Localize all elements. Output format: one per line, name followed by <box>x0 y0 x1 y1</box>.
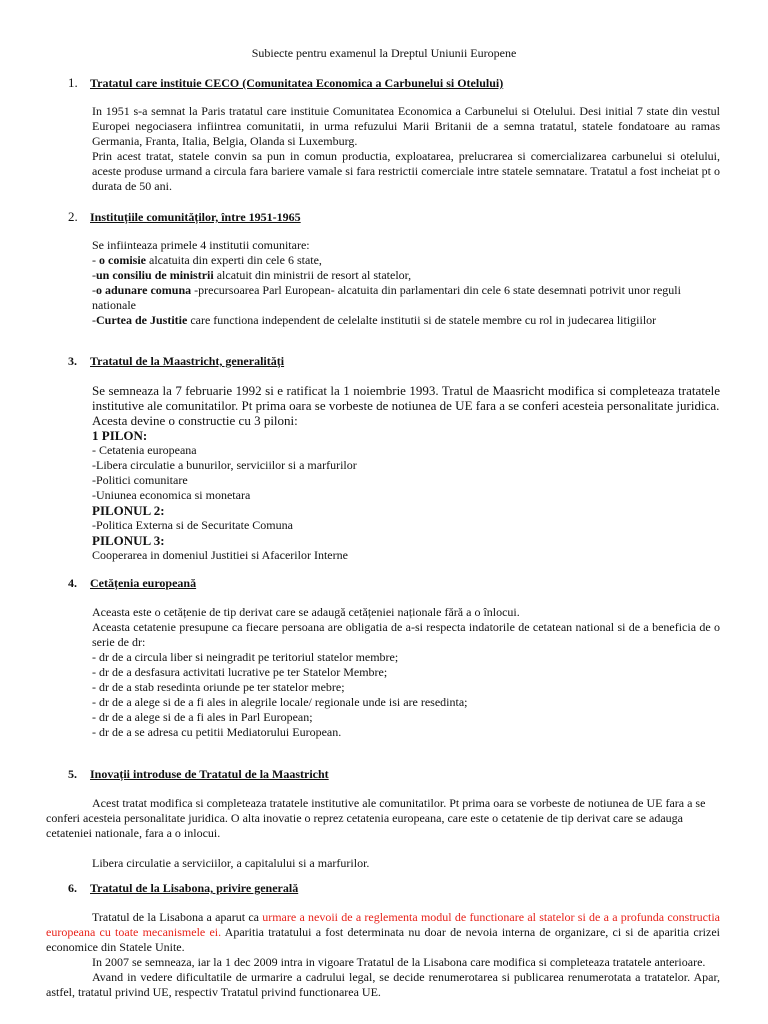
section-1-paragraph-1: In 1951 s-a semnat la Paris tratatul care instituie Comunitatea Economica a Carbunelui si Otelului. Desi initial 7 state din vestul Europei negociasera infiintrea comunitatii, in urma refuzului Marii Britanii de a semna tratatul, statele fondatoare au ramas Germania, Franta, Italia, Belgia, Olanda si Luxemburg. <box>92 104 720 148</box>
section-2-body <box>92 238 720 328</box>
section-3-paragraph-2: Acesta devine o constructie cu 3 piloni: <box>92 413 298 428</box>
section-1-title: Tratatul care instituie CECO (Comunitatea Economica a Carbunelui si Otelului) <box>90 76 504 90</box>
section-2-intro: Se infiinteaza primele 4 institutii comunitare: <box>92 238 310 252</box>
section-5-title: Inovații introduse de Tratatul de la Maastricht <box>90 767 329 781</box>
list-item: - dr de a desfasura activitati lucrative pe ter Statelor Membre; <box>92 665 388 679</box>
list-item: -un consiliu de ministrii alcatuit din ministrii de resort al statelor, <box>92 268 412 282</box>
section-4-number: 4. <box>68 576 77 590</box>
list-item: - dr de a alege si de a fi ales in Parl European; <box>92 710 313 724</box>
highlighted-text: urmare a nevoii de a reglementa modul de functionare al statelor si de a a profunda constructia europeana cu toate mecanismele ei. <box>46 910 720 939</box>
section-2-heading <box>68 209 301 225</box>
list-item: -Uniunea economica si monetara <box>92 488 251 502</box>
list-item: - dr de a circula liber si neingradit pe teritoriul statelor membre; <box>92 650 399 664</box>
pilon-2-text: -Politica Externa si de Securitate Comuna <box>92 518 293 532</box>
list-item: - Cetatenia europeana <box>92 443 197 457</box>
section-4-paragraph-1: Aceasta este o cetățenie de tip derivat care se adaugă cetățeniei naționale fără a o înlocui. <box>92 605 520 619</box>
section-4-body <box>92 605 720 740</box>
pilon-3-text: Cooperarea in domeniul Justitiei si Afacerilor Interne <box>92 548 348 562</box>
section-5-heading <box>68 767 329 782</box>
section-2-number: 2. <box>68 209 78 224</box>
section-4-paragraph-2: Aceasta cetatenie presupune ca fiecare persoana are obligatia de a-si respecta indatorile de cetatean national si de a beneficia de o serie de dr: <box>92 620 720 649</box>
section-5-number: 5. <box>68 767 77 781</box>
section-3-body <box>92 383 720 563</box>
list-item: -o adunare comuna -precursoarea Parl European- alcatuita din parlamentari din cele 6 state desemnati potrivit unor reguli nationale <box>92 283 681 312</box>
section-5-body <box>46 796 720 871</box>
section-1-body <box>92 104 720 194</box>
section-6-number: 6. <box>68 881 77 895</box>
list-item: - dr de a stab resedinta oriunde pe ter statelor mebre; <box>92 680 345 694</box>
pilon-3-label: PILONUL 3: <box>92 533 165 548</box>
section-6-title: Tratatul de la Lisabona, privire generală <box>90 881 299 895</box>
pilon-1-label: 1 PILON: <box>92 428 148 443</box>
pilon-2-label: PILONUL 2: <box>92 503 165 518</box>
section-6-heading <box>68 881 298 896</box>
list-item: -Politici comunitare <box>92 473 188 487</box>
section-1-number: 1. <box>68 75 78 90</box>
section-1-paragraph-2: Prin acest tratat, statele convin sa pun in comun productia, exploatarea, prelucrarea si comercializarea carbunelui si otelului, aceste produse urmand a circula fara bariere vamale si fara restrictii comerciale intre statele semnatare. Tratatul a fost incheiat pt o durata de 50 ani. <box>92 149 720 193</box>
section-6-paragraph-3: Avand in vedere dificultatile de urmarire a cadrului legal, se decide renumerotarea si publicarea renumerotata a tratatelor. Apar, astfel, tratatul privind UE, respectiv Tratatul privind functionarea UE. <box>46 970 720 999</box>
section-3-paragraph-1: Se semneaza la 7 februarie 1992 si e ratificat la 1 noiembrie 1993. Tratul de Maasricht modifica si completeaza tratatele institutive ale comunitatilor. Pt prima oara se vorbeste de notiunea de UE fara a se conferi acesteia personalitate juridica. <box>92 383 720 413</box>
section-3-heading <box>68 354 284 369</box>
document-title: Subiecte pentru examenul la Dreptul Uniunii Europene <box>251 46 517 60</box>
section-5-paragraph-1: Acest tratat modifica si completeaza tratatele institutive ale comunitatilor. Pt prima oara se vorbeste de notiunea de UE fara a se conferi acesteia personalitate juridica. O alta inovatie o reprez cetatenia europeana, care este o cetatenie de tip derivat care se adauga cetateniei nationale, fara a o inlocui. <box>46 796 706 840</box>
section-3-title: Tratatul de la Maastricht, generalități <box>90 354 285 368</box>
section-6-paragraph-2: In 2007 se semneaza, iar la 1 dec 2009 intra in vigoare Tratatul de la Lisabona care modifica si completeaza tratatele anterioare. <box>92 955 706 969</box>
section-4-heading <box>68 576 196 591</box>
section-6-paragraph-1: Tratatul de la Lisabona a aparut ca urmare a nevoii de a reglementa modul de functionare al statelor si de a a profunda constructia europeana cu toate mecanismele ei. Aparitia tratatului a fost determinata nu doar de nevoia interna de organizare, ci si de aparitia crizei economice din Statele Unite. <box>46 910 720 954</box>
section-5-paragraph-2: Libera circulatie a serviciilor, a capitalului si a marfurilor. <box>92 856 370 870</box>
section-4-title: Cetățenia europeană <box>90 576 197 590</box>
section-1-heading <box>68 75 503 91</box>
list-item: -Curtea de Justitie care functiona independent de celelalte institutii si de statele membre cu rol in judecarea litigiilor <box>92 313 657 327</box>
list-item: -Libera circulatie a bunurilor, serviciilor si a marfurilor <box>92 458 357 472</box>
section-2-title: Instituțiile comunităților, între 1951-1965 <box>90 210 301 224</box>
list-item: - dr de a se adresa cu petitii Mediatorului European. <box>92 725 342 739</box>
section-3-number: 3. <box>68 354 77 368</box>
list-item: - dr de a alege si de a fi ales in alegrile locale/ regionale unde isi are resedinta; <box>92 695 468 709</box>
list-item: - o comisie alcatuita din experti din cele 6 state, <box>92 253 322 267</box>
section-6-body <box>46 910 720 1000</box>
